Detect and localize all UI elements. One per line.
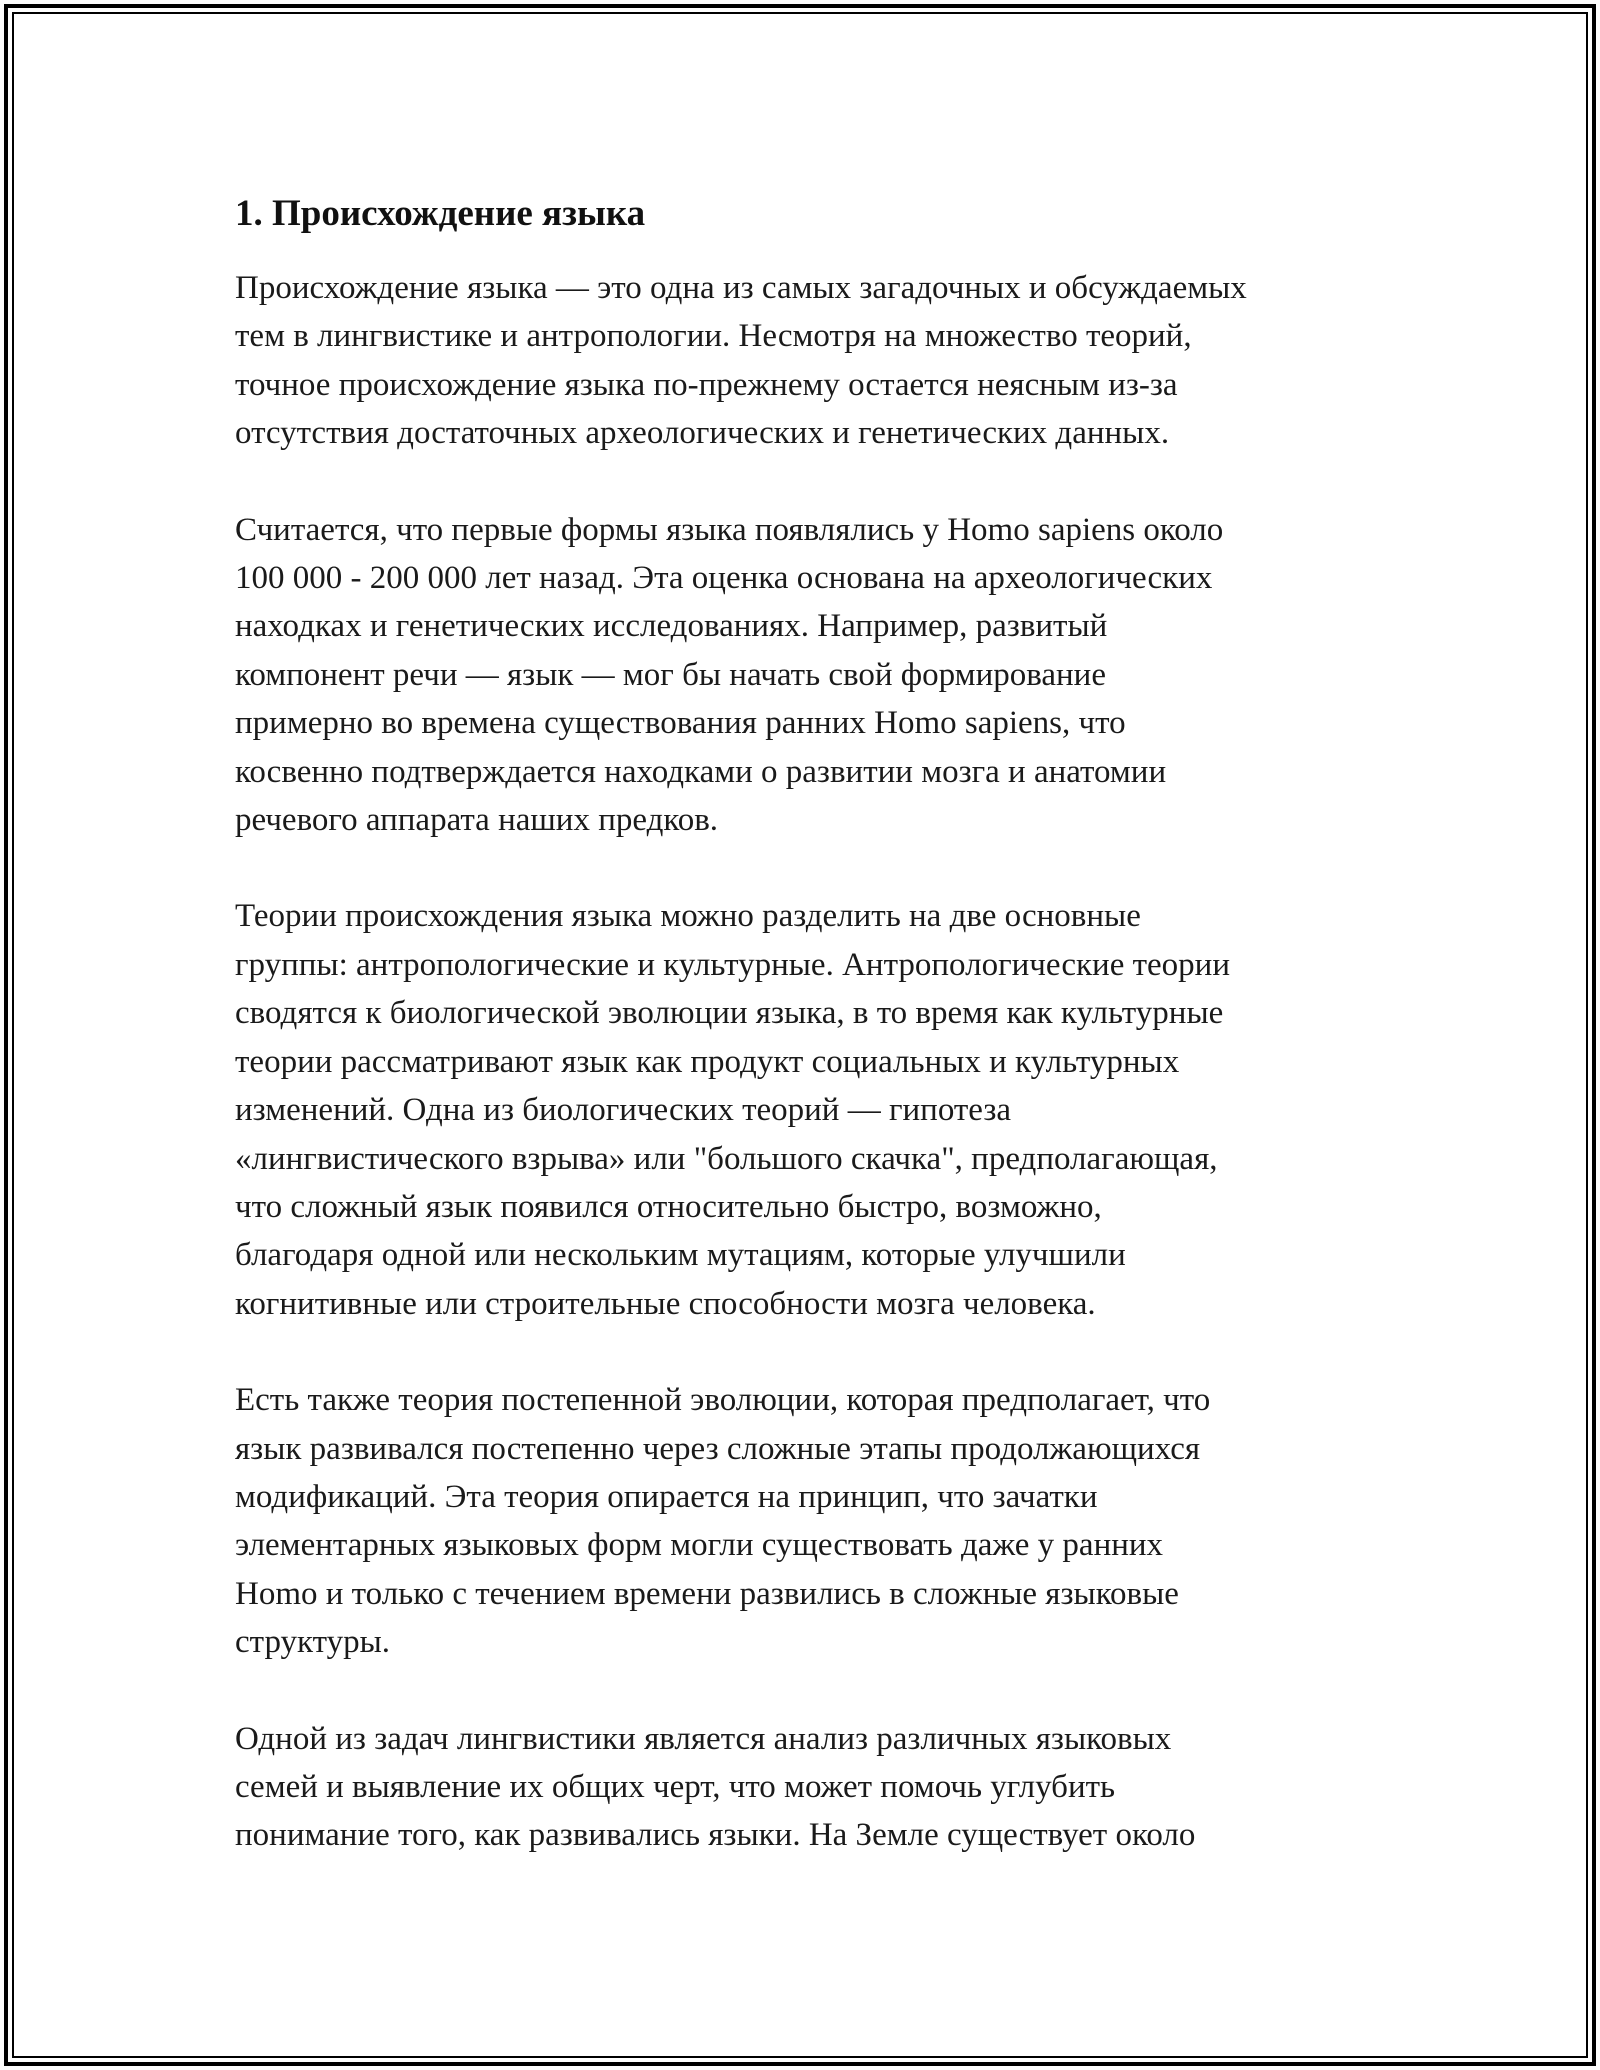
- paragraph-line: 100 000 - 200 000 лет назад. Эта оценка основана на археологических: [235, 560, 1213, 597]
- paragraph-line: благодаря одной или нескольким мутациям, которые улучшили: [235, 1237, 1126, 1274]
- paragraph-line: «лингвистического взрыва» или "большого скачка", предполагающая,: [235, 1140, 1218, 1177]
- paragraph-line: структуры.: [235, 1624, 391, 1661]
- paragraph-2: [235, 506, 1415, 845]
- paragraph-line: теории рассматривают язык как продукт социальных и культурных: [235, 1043, 1180, 1080]
- paragraph-1: [235, 264, 1415, 458]
- paragraph-line: Одной из задач лингвистики является анализ различных языковых: [235, 1720, 1172, 1757]
- paragraph-line: что сложный язык появился относительно быстро, возможно,: [235, 1188, 1102, 1225]
- document-body: [235, 190, 1415, 1908]
- paragraph-line: Теории происхождения языка можно разделить на две основные: [235, 898, 1141, 935]
- paragraph-line: понимание того, как развивались языки. На Земле существует около: [235, 1817, 1196, 1854]
- paragraph-line: примерно во времена существования ранних Homo sapiens, что: [235, 705, 1126, 742]
- paragraph-line: компонент речи — язык — мог бы начать свой формирование: [235, 656, 1106, 693]
- paragraph-line: косвенно подтверждается находками о развитии мозга и анатомии: [235, 753, 1167, 790]
- paragraph-line: Homo и только с течением времени развились в сложные языковые: [235, 1575, 1179, 1612]
- paragraph-line: группы: антропологические и культурные. Антропологические теории: [235, 946, 1230, 983]
- paragraph-line: отсутствия достаточных археологических и генетических данных.: [235, 415, 1170, 452]
- paragraph-line: речевого аппарата наших предков.: [235, 802, 719, 839]
- paragraph-line: находках и генетических исследованиях. Например, развитый: [235, 608, 1108, 645]
- paragraph-5: [235, 1715, 1415, 1860]
- paragraph-line: когнитивные или строительные способности мозга человека.: [235, 1285, 1096, 1322]
- paragraph-line: точное происхождение языка по-прежнему остается неясным из-за: [235, 366, 1178, 403]
- paragraph-3: [235, 892, 1415, 1328]
- paragraph-line: модификаций. Эта теория опирается на принцип, что зачатки: [235, 1478, 1098, 1515]
- paragraph-line: сводятся к биологической эволюции языка, в то время как культурные: [235, 995, 1224, 1032]
- section-heading: 1. Происхождение языка: [235, 193, 646, 234]
- paragraph-4: [235, 1376, 1415, 1666]
- paragraph-line: Есть также теория постепенной эволюции, которая предполагает, что: [235, 1382, 1211, 1419]
- paragraph-line: элементарных языковых форм могли существовать даже у ранних: [235, 1527, 1164, 1564]
- paragraph-line: язык развивался постепенно через сложные этапы продолжающихся: [235, 1430, 1201, 1467]
- paragraph-line: семей и выявление их общих черт, что может помочь углубить: [235, 1768, 1116, 1805]
- paragraph-line: Происхождение языка — это одна из самых загадочных и обсуждаемых: [235, 270, 1247, 306]
- paragraph-line: изменений. Одна из биологических теорий — гипотеза: [235, 1092, 1012, 1129]
- paragraph-line: Считается, что первые формы языка появлялись у Homo sapiens около: [235, 511, 1224, 548]
- paragraph-line: тем в лингвистике и антропологии. Несмотря на множество теорий,: [235, 318, 1192, 355]
